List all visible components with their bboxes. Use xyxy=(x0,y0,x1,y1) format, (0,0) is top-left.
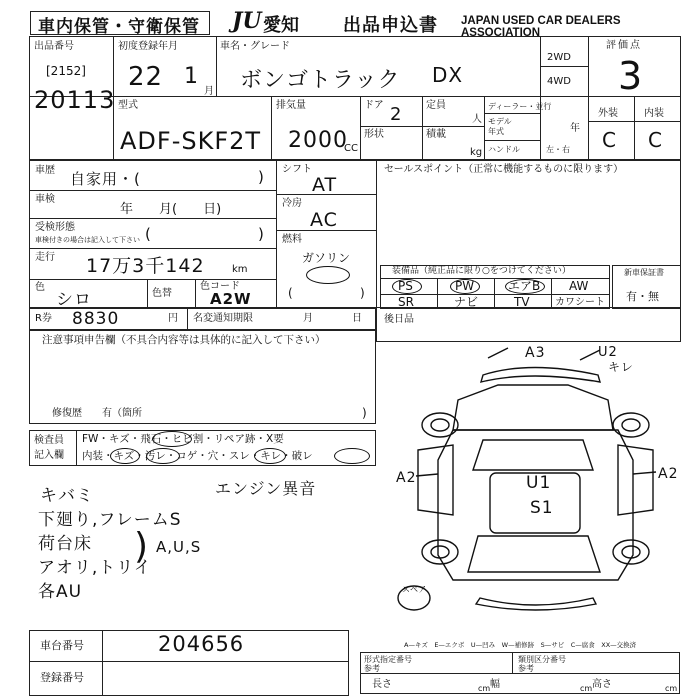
ac-value: AC xyxy=(310,209,338,231)
note-line-3: 荷台床 xyxy=(38,534,92,554)
col-divider xyxy=(276,160,277,308)
title-day: 日 xyxy=(352,313,362,324)
diagram-a2-right: A2 xyxy=(658,466,679,482)
sheet-title: 出品申込書 xyxy=(343,15,438,36)
fuel-label: 燃料 xyxy=(282,234,302,245)
inspector-label-1: 検査員 xyxy=(34,435,64,446)
drive-2wd: 2WD xyxy=(547,52,571,63)
drive-4wd: 4WD xyxy=(547,76,571,87)
col-divider xyxy=(634,97,635,160)
exterior-value: C xyxy=(602,128,617,152)
type-label: 型式 xyxy=(118,100,138,111)
height-unit: cm xyxy=(665,684,678,693)
fuel-circle xyxy=(306,266,350,284)
person-unit: 人 xyxy=(472,114,482,125)
month-unit: 月 xyxy=(204,86,214,97)
interior-value: C xyxy=(648,128,663,152)
usage-label: 車歴 xyxy=(35,165,55,176)
wheel-front-left xyxy=(422,413,458,437)
color-label: 色 xyxy=(35,282,45,293)
height-label: 高さ xyxy=(592,679,612,690)
note-engine: エンジン異音 xyxy=(215,479,317,498)
interior-label: 内装 xyxy=(644,108,664,119)
row-divider xyxy=(29,218,276,219)
col-divider xyxy=(512,652,513,673)
inspector-circle xyxy=(254,448,286,464)
notes-label: 注意事項申告欄（不具合内容等は具体的に記入して下さい） xyxy=(42,334,326,346)
wheel-front-right xyxy=(613,413,649,437)
lot-sub-number: [2152] xyxy=(46,64,86,78)
equip-ps: PS xyxy=(398,279,413,293)
ju-logo: JU xyxy=(232,8,262,34)
pw-circle xyxy=(450,279,480,294)
equip-tv: TV xyxy=(514,295,530,309)
equip-sr: SR xyxy=(398,295,414,309)
first-reg-label: 初度登録年月 xyxy=(118,41,178,52)
row-divider xyxy=(484,113,540,114)
col-divider xyxy=(147,279,148,308)
usage-close-paren: ) xyxy=(258,168,264,186)
reg-label: 登録番号 xyxy=(40,671,84,684)
front-bumper xyxy=(481,368,600,383)
km-unit: km xyxy=(232,264,248,275)
front-hood xyxy=(453,385,613,430)
col-divider xyxy=(195,279,196,308)
fuel-paren-open: ( xyxy=(288,286,293,300)
note-line-5: 各AU xyxy=(38,582,83,602)
airbag-circle xyxy=(505,279,545,294)
handle-options: 左・右 xyxy=(546,145,570,154)
inspector-label-2: 記入欄 xyxy=(34,450,64,461)
diagram-u2: U2 xyxy=(598,345,618,360)
width-unit: cm xyxy=(580,684,593,693)
fuel-value: ガソリン xyxy=(302,251,351,265)
rear-items-frame xyxy=(376,308,681,342)
equip-aw: AW xyxy=(569,279,589,293)
equip-pw: PW xyxy=(455,279,475,293)
title-month: 月 xyxy=(303,313,313,324)
diagram-u1: U1 xyxy=(526,473,552,493)
col-divider xyxy=(376,160,377,308)
repair-history-close: ) xyxy=(362,406,367,420)
windshield xyxy=(473,440,593,470)
bracket-note: A,U,S xyxy=(156,538,202,556)
usage-value: 自家用・( xyxy=(70,170,141,188)
tax-label: R券 xyxy=(35,313,52,324)
model-label: 車名・グレード xyxy=(220,41,290,52)
color-value: シロ xyxy=(56,290,92,310)
chassis-value: 204656 xyxy=(158,632,245,656)
model-year-label-2: 年式 xyxy=(488,127,504,136)
length-unit: cm xyxy=(478,684,491,693)
bracket: ) xyxy=(134,526,149,567)
color-change-label: 色替 xyxy=(152,288,172,299)
exterior-label: 外装 xyxy=(598,108,618,119)
type-value: ADF-SKF2T xyxy=(120,127,262,155)
handle-label: ハンドル xyxy=(488,145,520,154)
rear-items-label: 後日品 xyxy=(384,314,414,325)
chassis-label: 車台番号 xyxy=(40,639,84,652)
width-label: 幅 xyxy=(490,679,500,690)
equip-navi: ナビ xyxy=(454,295,479,309)
inspection-label: 車検 xyxy=(35,194,55,205)
shift-value: AT xyxy=(312,174,338,196)
year-unit: 年 xyxy=(570,123,580,134)
rear-bumper xyxy=(476,598,596,610)
col-divider xyxy=(216,36,217,97)
door-value: 2 xyxy=(390,104,403,125)
capacity-label: 定員 xyxy=(426,100,446,111)
inspector-circle xyxy=(152,431,192,447)
row-divider xyxy=(29,190,276,191)
inspection-value: 年 月( 日) xyxy=(120,202,222,217)
repair-note: 車検付きの場合は記入して下さい xyxy=(35,236,140,244)
col-divider xyxy=(437,278,438,309)
col-divider xyxy=(76,430,77,466)
grade-value: DX xyxy=(432,63,464,87)
damage-legend: A—キズ E—エクボ U—凹み W—補修跡 S—サビ C—腐食 XX—交換済 xyxy=(404,641,637,649)
wheel-rear-right xyxy=(613,540,649,564)
spare-label: スペア xyxy=(402,585,426,594)
inspector-circle xyxy=(110,448,140,464)
brand-name: 愛知 xyxy=(263,15,299,36)
repair-paren: ( xyxy=(145,225,151,243)
col-divider xyxy=(360,97,361,160)
note-line-4: アオリ,トリイ xyxy=(38,558,152,578)
row-divider xyxy=(380,294,610,295)
inspector-circle xyxy=(146,448,180,464)
dealer-label: ディーラー・並行 xyxy=(488,102,552,111)
mileage-label: 走行 xyxy=(35,252,55,263)
diagram-kire: キレ xyxy=(608,360,634,374)
yen-unit: 円 xyxy=(168,313,178,324)
rear-panel xyxy=(468,536,600,572)
model-name: ボンゴトラック xyxy=(240,68,401,93)
class-label: 類別区分番号 xyxy=(518,655,566,664)
fuel-paren-close: ) xyxy=(360,286,365,300)
equip-leather: カワシート xyxy=(555,297,605,308)
row-divider xyxy=(360,126,484,127)
shape-label: 形状 xyxy=(364,129,384,140)
note-line-2: 下廻り,フレームS xyxy=(38,510,182,530)
repair-label: 受検形態 xyxy=(35,222,75,233)
equipment-label: 装備品（純正品に限り○をつけてください） xyxy=(392,266,571,276)
row-divider xyxy=(484,140,540,141)
col-divider xyxy=(422,97,423,160)
kg-unit: kg xyxy=(470,147,483,158)
reg-year: 22 xyxy=(128,62,164,92)
lot-number: 20113 xyxy=(34,86,116,114)
wheel-rear-left xyxy=(422,540,458,564)
title-change-label: 名変通知期限 xyxy=(193,313,253,324)
grade-score-value: 3 xyxy=(618,54,644,98)
new-warranty-value: 有・無 xyxy=(626,290,659,303)
shift-label: シフト xyxy=(282,164,312,175)
inspector-circle xyxy=(334,448,370,464)
col-divider xyxy=(494,278,495,309)
row-divider xyxy=(29,248,276,249)
color-code-label: 色コード xyxy=(200,281,240,292)
ac-label: 冷房 xyxy=(282,198,302,209)
door-left xyxy=(418,445,453,515)
load-label: 積載 xyxy=(426,129,446,140)
model-year-label: モデル xyxy=(488,117,512,126)
note-line-1: キバミ xyxy=(40,486,94,506)
door-right xyxy=(618,445,653,515)
lot-label: 出品番号 xyxy=(34,41,74,52)
col-divider xyxy=(540,36,541,160)
inspector-row-1: FW・キズ・飛石・ヒビ割・リペア跡・X要 xyxy=(82,433,284,445)
diagram-a2-left: A2 xyxy=(396,470,417,486)
association-name: JAPAN USED CAR DEALERS ASSOCIATION xyxy=(461,15,621,39)
row-divider xyxy=(360,673,680,674)
cert-ref: 参考 xyxy=(364,664,380,673)
tax-value: 8830 xyxy=(72,309,120,329)
col-divider xyxy=(484,97,485,160)
repair-history-label: 修復歴 有（箇所 xyxy=(52,408,142,419)
color-code-value: A2W xyxy=(210,290,252,308)
col-divider xyxy=(271,97,272,160)
displacement-label: 排気量 xyxy=(276,100,306,111)
new-warranty-label: 新車保証書 xyxy=(624,268,664,277)
cert-label: 形式指定番号 xyxy=(364,655,412,664)
diagram-a3: A3 xyxy=(525,345,546,361)
col-divider xyxy=(187,308,188,330)
mileage-value: 17万3千142 xyxy=(86,255,205,277)
equip-airbag: エアB xyxy=(508,279,541,293)
row-divider xyxy=(29,279,276,280)
cc-unit: CC xyxy=(344,143,358,154)
displacement-value: 2000 xyxy=(288,128,348,153)
col-divider xyxy=(588,36,589,160)
row-divider xyxy=(29,96,681,97)
diagram-s1: S1 xyxy=(530,498,554,518)
repair-paren-close: ) xyxy=(258,225,264,243)
door-label: ドア xyxy=(364,100,384,111)
row-divider xyxy=(540,66,588,67)
reg-month: 1 xyxy=(184,64,199,89)
length-label: 長さ xyxy=(372,679,392,690)
col-divider xyxy=(551,278,552,309)
ps-circle xyxy=(392,279,422,294)
class-ref: 参考 xyxy=(518,664,534,673)
storage-title: 車内保管・守衛保管 xyxy=(38,17,200,37)
inspector-row-2: 内装・キズ・汚レ・コゲ・穴・スレ・キレ・破レ xyxy=(82,450,313,462)
sales-points-label: セールスポイント（正常に機能するものに限ります） xyxy=(384,164,624,175)
grade-score-label: 評価点 xyxy=(606,40,642,51)
